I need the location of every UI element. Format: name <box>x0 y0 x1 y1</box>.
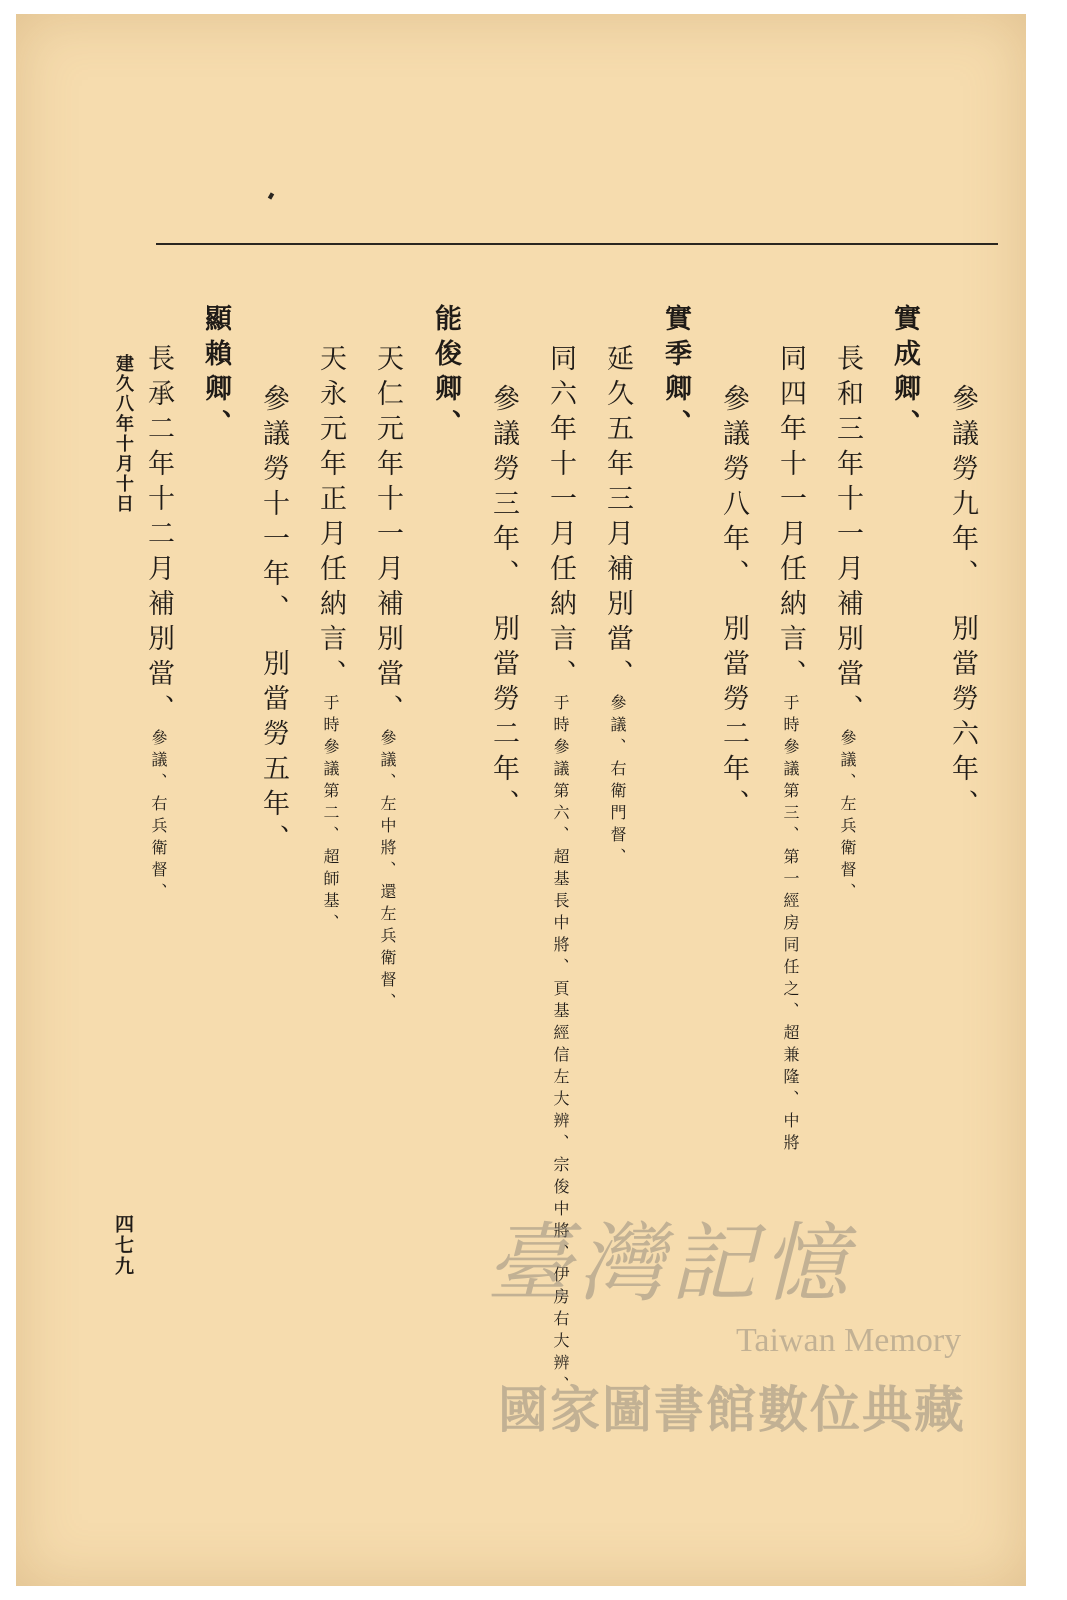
text-column <box>256 384 290 859</box>
document-page <box>16 14 1026 1586</box>
ink-mark <box>268 192 274 199</box>
column-text: 天仁元年十一月補別當、 <box>372 344 403 729</box>
page-number: 四七九 <box>112 1214 134 1277</box>
column-text: 顯賴卿、 <box>200 304 231 444</box>
text-column <box>141 344 175 905</box>
watermark <box>486 1194 996 1444</box>
text-column <box>658 304 692 444</box>
text-column <box>313 344 347 936</box>
watermark-english: Taiwan Memory <box>736 1322 962 1359</box>
column-text: 延久五年三月補別當、 <box>602 344 633 694</box>
column-text: 天永元年正月任納言、 <box>315 344 346 694</box>
text-column <box>945 384 979 824</box>
column-text: 實季卿、 <box>660 304 691 444</box>
annotation-text: 于時參議第六、超基長中將、頁基經信左大辨、宗俊中將、伊房右大辨、 <box>551 694 570 1398</box>
text-column <box>486 384 520 824</box>
annotation-text: 于時參議第三、第一經房同任之、超兼隆、中將 <box>781 694 800 1156</box>
annotation-text: 參議、右兵衛督、 <box>149 729 168 905</box>
column-text: 同六年十一月任納言、 <box>545 344 576 694</box>
text-column <box>773 344 807 1156</box>
column-text: 參議勞九年、 <box>947 384 978 594</box>
column-text: 參議勞十一年、 <box>258 384 289 629</box>
column-text: 長和三年十一月補別當、 <box>832 344 863 729</box>
column-text: 實成卿、 <box>889 304 920 444</box>
column-text: 別當勞五年、 <box>258 649 289 859</box>
text-column <box>716 384 750 824</box>
footer-date: 建久八年十月十日 <box>113 354 134 514</box>
text-column <box>428 304 462 444</box>
annotation-text: 于時參議第二、超師基、 <box>321 694 340 936</box>
column-text: 別當勞二年、 <box>718 614 749 824</box>
watermark-chinese: 國家圖書館數位典藏 <box>498 1381 966 1439</box>
text-column <box>198 304 232 444</box>
column-text: 參議勞三年、 <box>488 384 519 594</box>
column-text: 參議勞八年、 <box>718 384 749 594</box>
text-column <box>370 344 404 1015</box>
annotation-text: 參議、左兵衛督、 <box>838 729 857 905</box>
column-text: 別當勞六年、 <box>947 614 978 824</box>
annotation-text: 參議、左中將、還左兵衛督、 <box>378 729 397 1015</box>
text-column <box>600 344 634 870</box>
column-text: 同四年十一月任納言、 <box>775 344 806 694</box>
watermark-logo: 臺灣記憶 <box>486 1214 854 1314</box>
column-text: 能俊卿、 <box>430 304 461 444</box>
column-text: 別當勞二年、 <box>488 614 519 824</box>
horizontal-rule <box>156 243 998 245</box>
annotation-text: 參議、右衛門督、 <box>608 694 627 870</box>
text-column <box>830 344 864 905</box>
column-text: 長承二年十二月補別當、 <box>143 344 174 729</box>
text-column <box>887 304 921 444</box>
